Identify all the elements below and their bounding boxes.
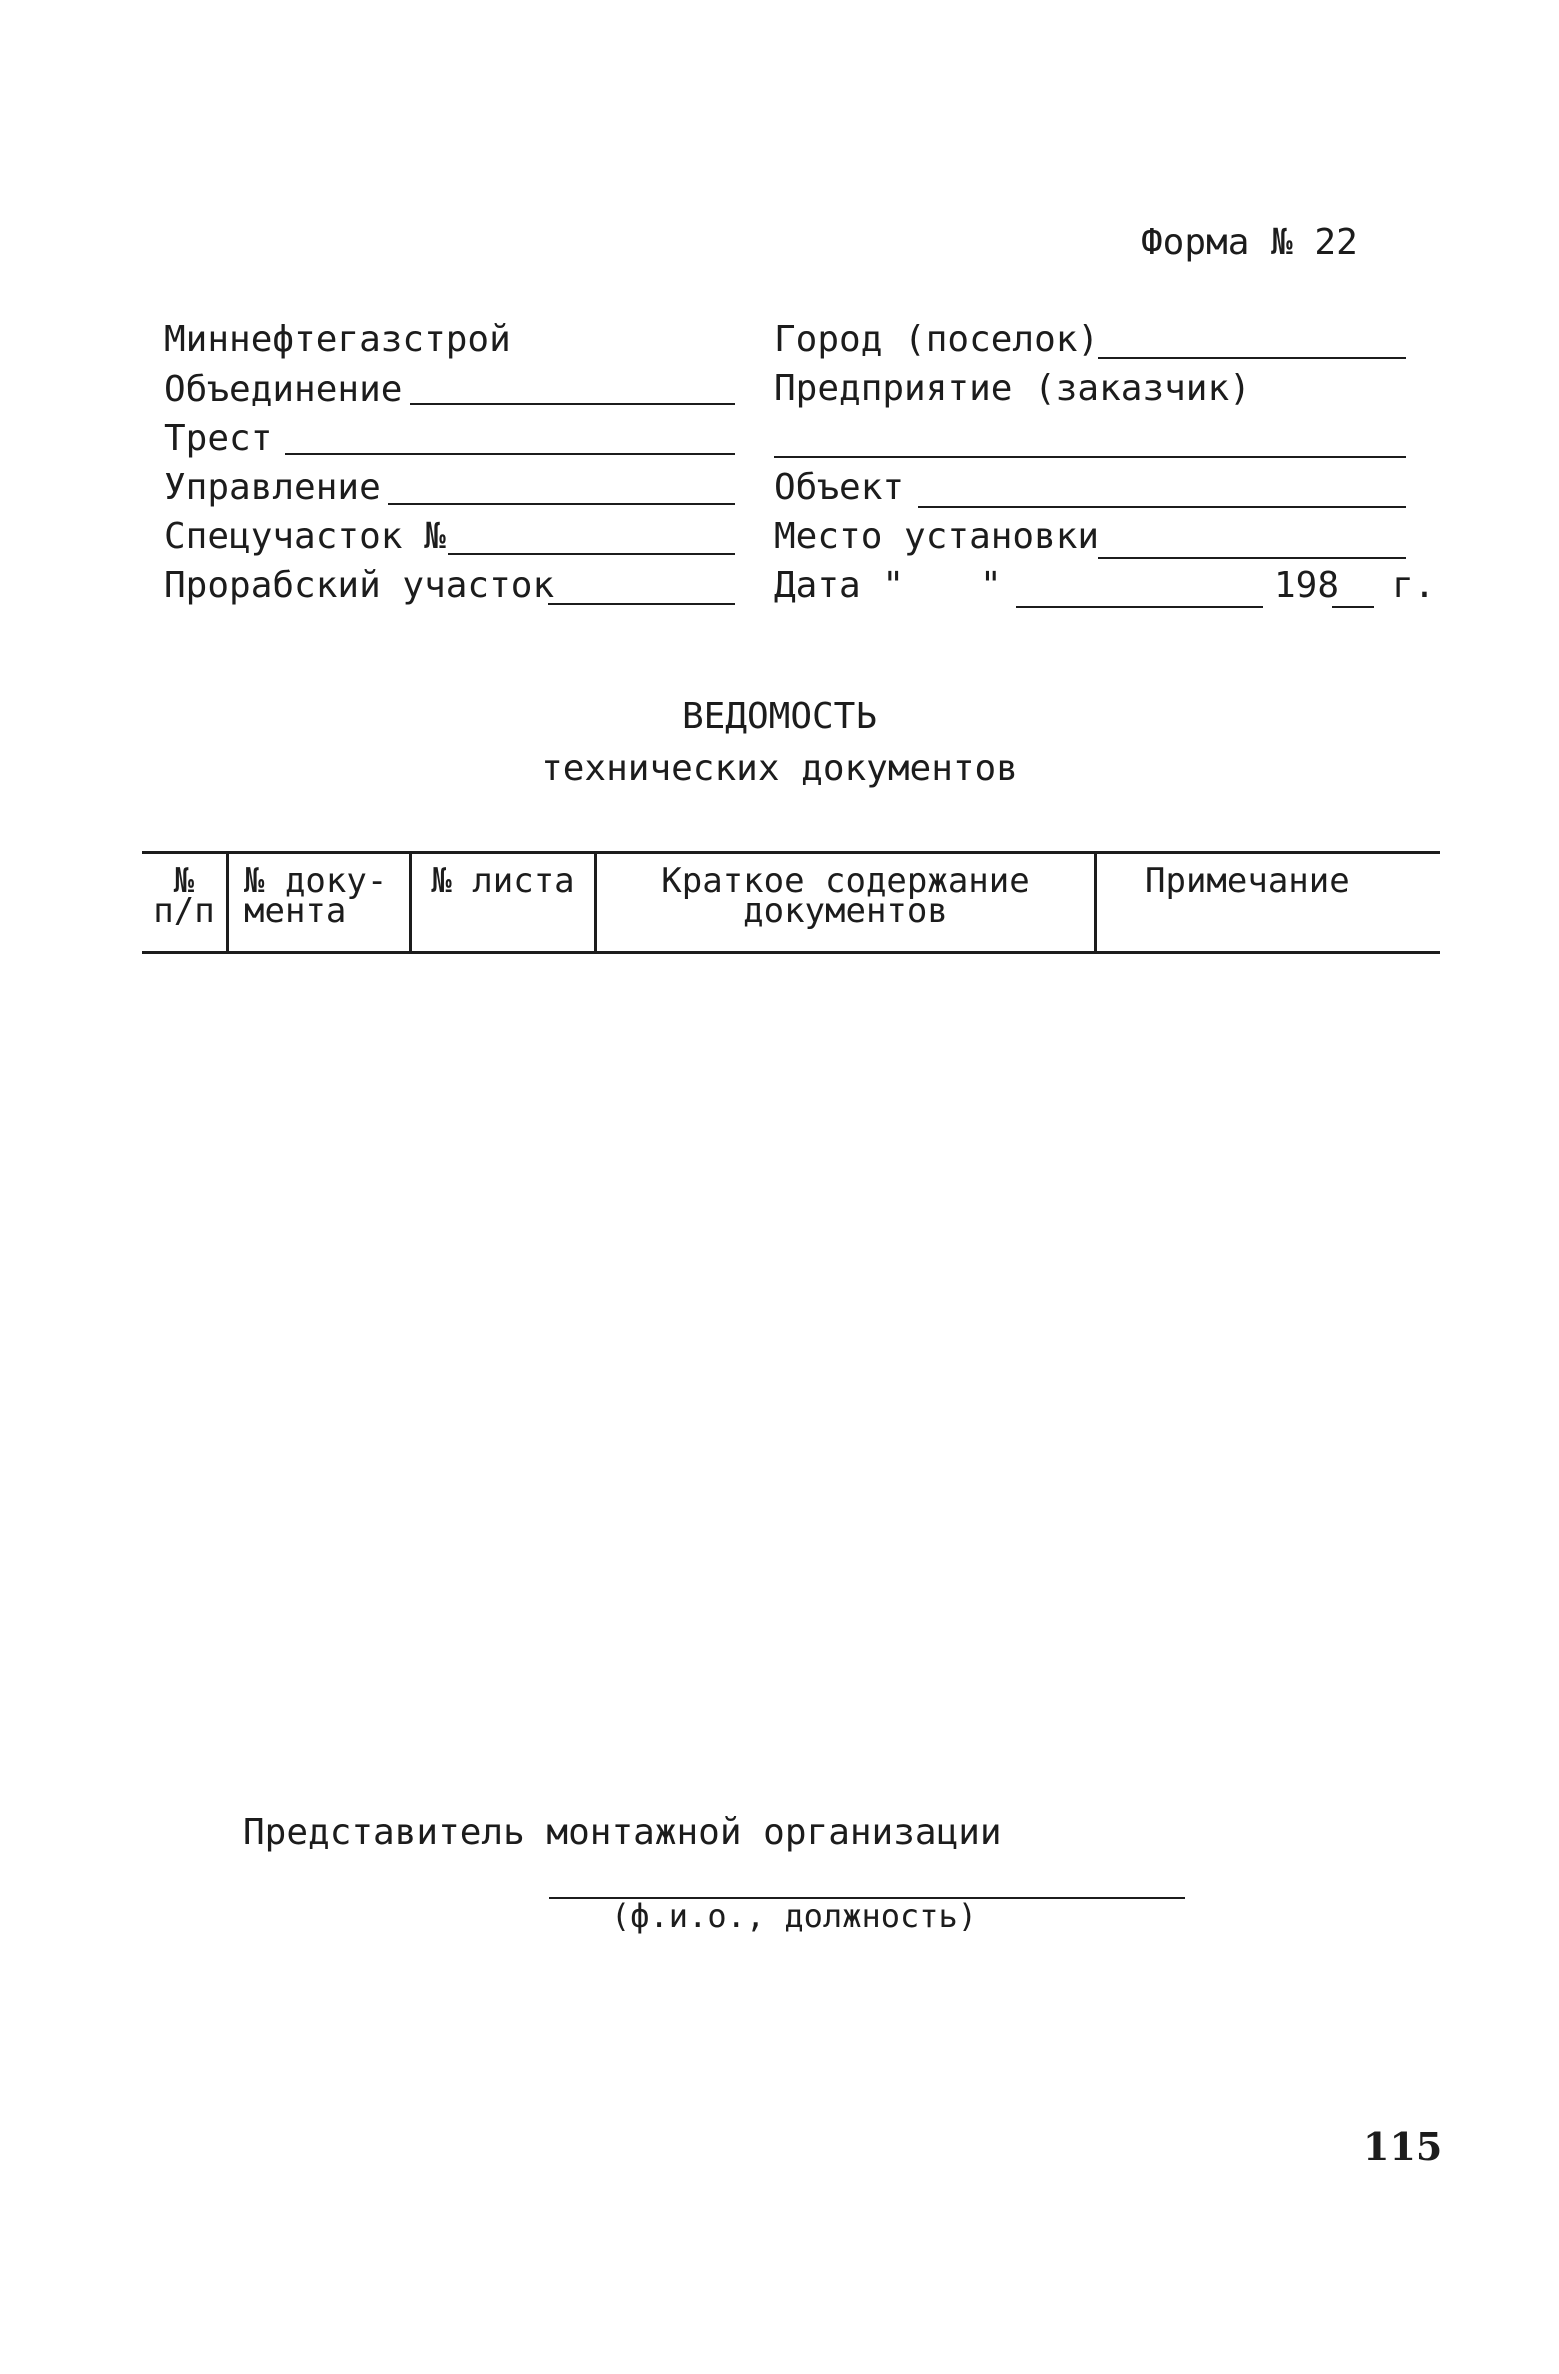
page-number: 115 [1363, 2124, 1443, 2169]
col-header-note-line1: Примечание [1145, 861, 1350, 901]
col-header-row-number-line1: № [173, 861, 195, 901]
install-place-label: Место установки [774, 516, 1100, 557]
year-prefix: 198 [1274, 565, 1340, 606]
col-header-row-number-line2: п/п [153, 891, 215, 931]
col-header-summary [597, 861, 1094, 931]
enterprise-field[interactable] [774, 456, 1406, 458]
form-number: Форма № 22 [1141, 222, 1358, 263]
foreman-section-label: Прорабский участок [164, 565, 555, 606]
directorate-label: Управление [164, 467, 381, 508]
directorate-field[interactable] [388, 503, 735, 505]
ministry-label: Миннефтегазстрой [164, 319, 511, 360]
document-title: ВЕДОМОСТЬ [681, 696, 878, 737]
signature-caption: (ф.и.о., должность) [611, 1897, 978, 1935]
signature-label: Представитель монтажной организации [243, 1812, 1002, 1853]
col-header-sheet-number-line1: № листа [431, 861, 575, 901]
col-divider-1 [226, 851, 229, 954]
col-header-document-number-line1: № доку- [244, 861, 388, 901]
col-header-summary-line2: документов [743, 891, 948, 931]
foreman-section-field[interactable] [548, 603, 735, 605]
date-month-field[interactable] [1016, 606, 1263, 608]
object-label: Объект [774, 467, 905, 508]
special-section-field[interactable] [448, 553, 735, 555]
date-label: Дата " [774, 565, 905, 606]
trust-field[interactable] [285, 453, 735, 455]
date-quote: " [980, 565, 1002, 606]
col-header-document-number [232, 861, 409, 931]
year-suffix-field[interactable] [1332, 606, 1374, 608]
city-label: Город (поселок) [774, 319, 1100, 360]
install-place-field[interactable] [1098, 557, 1406, 559]
table-top-border [142, 851, 1440, 854]
col-header-document-number-line2: мента [244, 891, 347, 931]
col-header-summary-line1: Краткое содержание [661, 861, 1030, 901]
table-header-bottom-border [142, 951, 1440, 954]
special-section-label: Спецучасток № [164, 516, 446, 557]
city-field[interactable] [1098, 357, 1406, 359]
col-header-sheet-number [412, 861, 594, 901]
association-label: Объединение [164, 369, 403, 410]
col-header-note [1097, 861, 1440, 901]
trust-label: Трест [164, 418, 273, 459]
document-subtitle: технических документов [541, 748, 1018, 789]
col-header-row-number [142, 861, 226, 931]
object-field[interactable] [918, 506, 1406, 508]
association-field[interactable] [410, 403, 735, 405]
enterprise-label: Предприятие (заказчик) [774, 368, 1251, 409]
year-unit: г. [1392, 565, 1436, 606]
